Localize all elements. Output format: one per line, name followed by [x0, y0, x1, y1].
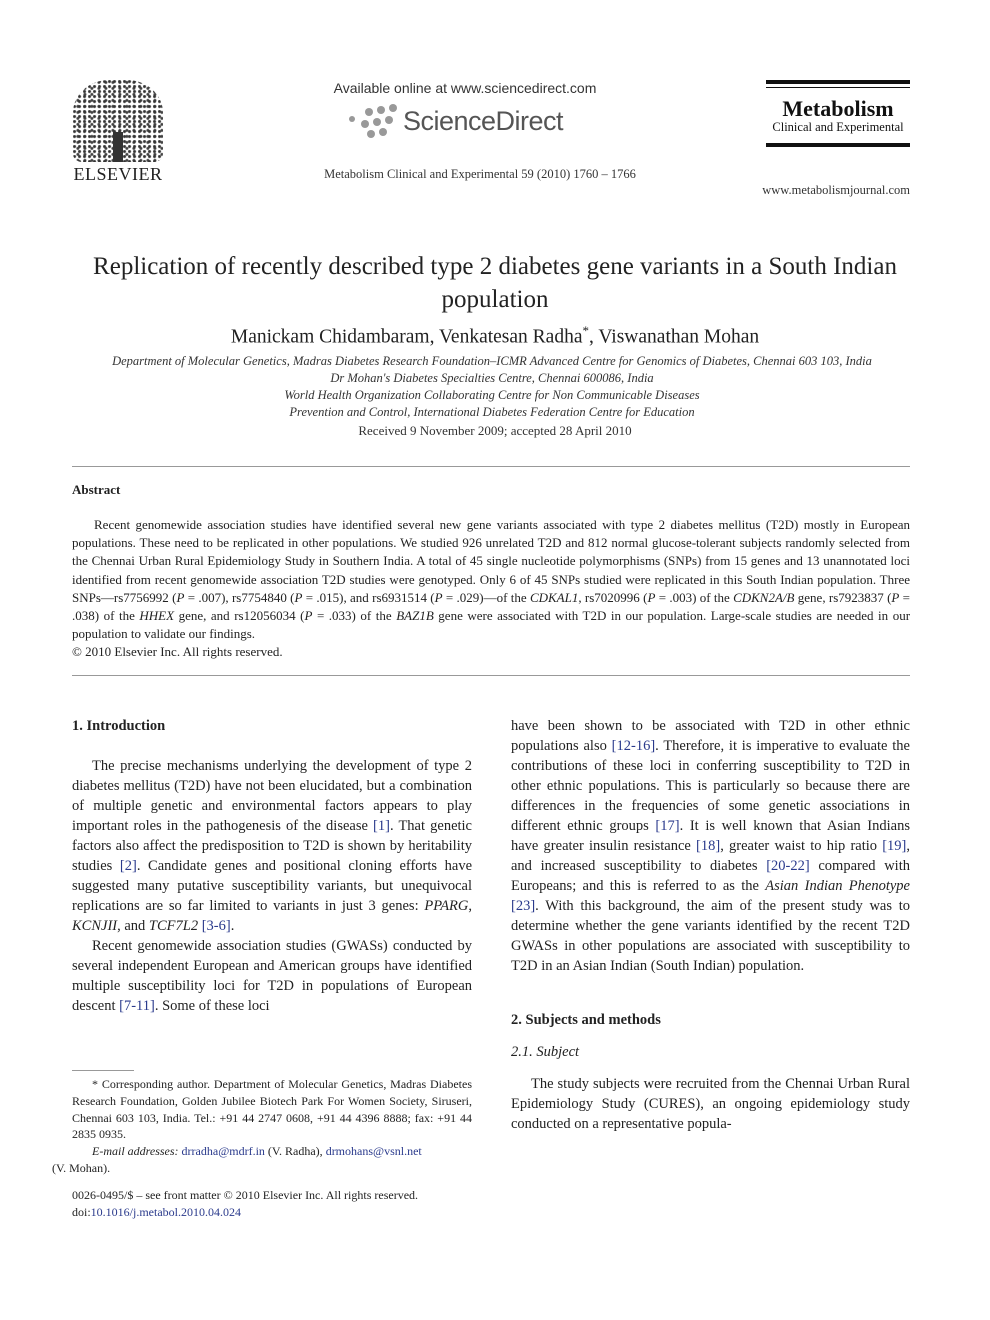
methods-heading: 2. Subjects and methods	[511, 1012, 661, 1028]
methods-paragraph-1: The study subjects were recruited from the Chennai Urban Rural Epidemiology Study (CURES), an ongoing epidemiology study conducted on a representative popula-	[511, 1076, 910, 1132]
ref-link[interactable]: [17]	[655, 818, 680, 834]
sciencedirect-logo[interactable]	[345, 102, 585, 142]
ref-link[interactable]: [23]	[511, 898, 536, 914]
divider-bottom	[72, 675, 910, 676]
email-addresses: E-mail addresses: drradha@mdrf.in (V. Radha), drmohans@vsnl.net (V. Mohan).	[52, 1144, 422, 1175]
right-column	[511, 716, 910, 1134]
intro-paragraph-2: Recent genomewide association studies (GWASs) conducted by several independent European and American groups have identified multiple susceptibility loci for T2D in populations of European descent [7-11]. Some of these loci	[72, 938, 472, 1014]
authors-tail: , Viswanathan Mohan	[588, 326, 760, 348]
subject-subheading: 2.1. Subject	[511, 1044, 580, 1060]
ref-link[interactable]: [20-22]	[766, 858, 810, 874]
email-link-radha[interactable]: drradha@mdrf.in	[181, 1144, 265, 1159]
article-title: Replication of recently described type 2 diabetes gene variants in a South Indian population	[93, 253, 897, 313]
doi-line: doi:10.1016/j.metabol.2010.04.024	[72, 1205, 241, 1219]
ref-link[interactable]: [1]	[373, 818, 390, 834]
elsevier-tree-icon	[73, 80, 163, 162]
authors-main: Manickam Chidambaram, Venkatesan Radha	[230, 326, 583, 348]
left-column	[72, 716, 472, 1016]
abstract-body	[72, 516, 910, 662]
ref-link[interactable]: [2]	[119, 858, 137, 874]
divider-top	[72, 466, 910, 467]
abstract-heading: Abstract	[72, 482, 121, 497]
intro-paragraph-3: have been shown to be associated with T2D in other ethnic populations also [12-16]. Therefore, it is imperative to evaluate the contributions of these loci in conferring susceptibility to T2D in other ethnic populations. This is particularly so because there are differences in the frequencies of some genetic associations in different ethnic groups [17]. It is well known that Asian Indians have greater insulin resistance [18], greater waist to hip ratio [19], and increased susceptibility to diabetes [20-22] compared with Europeans; and this is referred to as the Asian Indian Phenotype [23]. With this background, the aim of the present study was to determine whether the gene variants identified by the recent T2D GWASs in other populations are associated with susceptibility to T2D in an Asian Indian (South Indian) population.	[511, 718, 910, 974]
author-list	[80, 323, 910, 349]
journal-url[interactable]: www.metabolismjournal.com	[762, 183, 910, 197]
footnote	[52, 1076, 472, 1177]
corresponding-mark[interactable]: *	[582, 323, 589, 338]
publisher-name: ELSEVIER	[73, 164, 163, 184]
abstract-copyright: © 2010 Elsevier Inc. All rights reserved.	[72, 644, 283, 660]
ref-link[interactable]: [3-6]	[201, 918, 231, 934]
logo-rule-thin	[766, 87, 910, 88]
affiliation-line: World Health Organization Collaborating Centre for Non Communicable Diseases	[284, 388, 700, 402]
ref-link[interactable]: [7-11]	[119, 998, 155, 1014]
abstract-paragraph: Recent genomewide association studies have identified several new gene variants associated with type 2 diabetes mellitus (T2D) mostly in European populations. These need to be replicated in other populations. We studied 926 unrelated T2D and 812 normal glucose-tolerant subjects randomly selected from the Chennai Urban Rural Epidemiology Study in Southern India. A total of 45 single nucleotide polymorphisms (SNPs) from 15 genes and 13 unannotated loci identified from recent genomewide association T2D studies were genotyped. Only 6 of 45 SNPs studied were replicated in this South Indian population. Three SNPs—rs7756992 (P = .007), rs7754840 (P = .015), and rs6931514 (P = .029)—of the CDKAL1, rs7020996 (P = .003) of the CDKN2A/B gene, rs7923837 (P = .038) of the HHEX gene, and rs12056034 (P = .033) of the BAZ1B gene were associated with T2D in our population. Large-scale studies are needed in our population to validate our findings.	[72, 517, 911, 642]
ref-link[interactable]: [12-16]	[611, 738, 656, 754]
affiliations	[74, 353, 910, 421]
doi-link[interactable]: 10.1016/j.metabol.2010.04.024	[90, 1205, 241, 1219]
intro-paragraph-1: The precise mechanisms underlying the development of type 2 diabetes mellitus (T2D) have not been elucidated, but a combination of multiple genetic and environmental factors appears to play important roles in the pathogenesis of the disease [1]. That genetic factors also affect the predisposition to T2D is shown by heritability studies [2]. Candidate genes and positional cloning efforts have suggested many putative susceptibility variants, but unequivocal replications are so far limited to variants in just 3 genes: PPARG, KCNJII, and TCF7L2 [3-6].	[72, 758, 473, 934]
affiliation-line: Dr Mohan's Diabetes Specialties Centre, Chennai 600086, India	[330, 371, 654, 385]
sciencedirect-wordmark: ScienceDirect	[403, 106, 564, 136]
corresponding-author-note: * Corresponding author. Department of Molecular Genetics, Madras Diabetes Research Foundation, Golden Jubilee Biotech Park For Women Society, Siruseri, Chennai 603 103, India. Tel.: +91 44 2747 0608, +91 44 4396 8888; fax: +91 44 2835 0935.	[72, 1077, 472, 1142]
journal-name: Metabolism	[782, 96, 894, 121]
intro-heading: 1. Introduction	[72, 718, 166, 734]
footnote-rule	[72, 1070, 134, 1071]
elsevier-logo	[72, 80, 164, 185]
affiliation-line: Department of Molecular Genetics, Madras Diabetes Research Foundation–ICMR Advanced Centre for Genomics of Diabetes, Chennai 603 103, India	[112, 354, 872, 368]
journal-subtitle: Clinical and Experimental	[772, 120, 904, 134]
journal-citation: Metabolism Clinical and Experimental 59 (2010) 1760 – 1766	[324, 167, 636, 181]
front-matter	[72, 1187, 482, 1221]
available-online-link[interactable]: Available online at www.sciencedirect.com	[333, 80, 597, 96]
affiliation-line: Prevention and Control, International Diabetes Federation Centre for Education	[289, 405, 695, 419]
logo-rule-top	[766, 80, 910, 84]
email-link-mohan[interactable]: drmohans@vsnl.net	[325, 1144, 422, 1159]
logo-rule-bottom	[766, 143, 910, 147]
journal-logo	[766, 80, 910, 150]
ref-link[interactable]: [19]	[882, 838, 907, 854]
issn-line: 0026-0495/$ – see front matter © 2010 Elsevier Inc. All rights reserved.	[72, 1188, 419, 1202]
received-dates: Received 9 November 2009; accepted 28 April 2010	[358, 423, 632, 438]
ref-link[interactable]: [18]	[696, 838, 721, 854]
